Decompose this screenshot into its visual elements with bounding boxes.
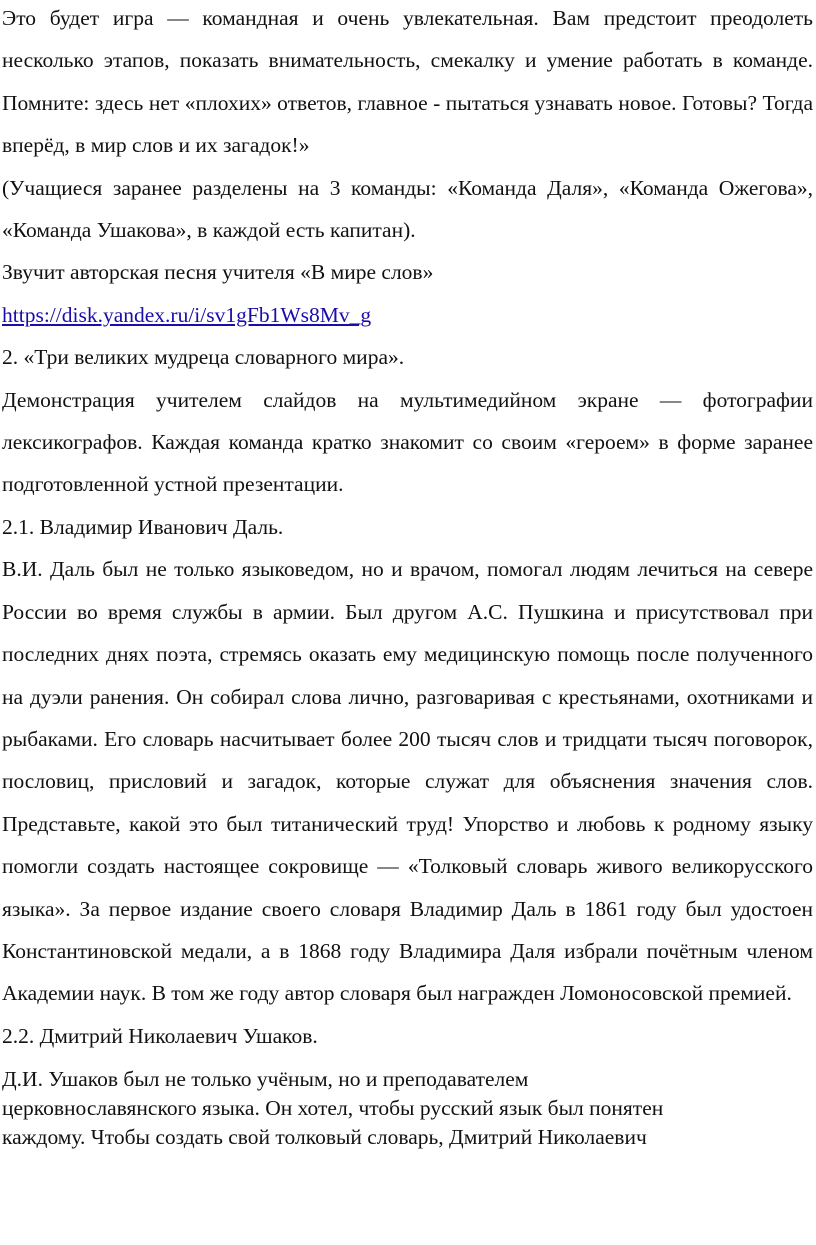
section-2-1-heading: 2.1. Владимир Иванович Даль. [2,514,284,539]
link-paragraph [2,294,813,336]
teams-paragraph: (Учащиеся заранее разделены на 3 команды: «Команда Даля», «Команда Ожегова», «Команда Ушакова», в каждой есть капитан). [2,175,813,243]
section-2-2-heading: 2.2. Дмитрий Николаевич Ушаков. [2,1023,318,1048]
section-2-2-text [2,1065,813,1152]
section-2-text: Демонстрация учителем слайдов на мультимедийном экране — фотографии лексикографов. Каждая команда кратко знакомит со своим «героем» в форме заранее подготовленной устной презентации. [2,387,813,497]
song-paragraph: Звучит авторская песня учителя «В мире слов» [2,260,434,285]
section-2-2-line: церковнославянского языка. Он хотел, чтобы русский язык был понятен [2,1096,664,1121]
section-2-2-line: каждому. Чтобы создать свой толковый словарь, Дмитрий Николаевич [2,1125,647,1150]
song-link[interactable]: https://disk.yandex.ru/i/sv1gFb1Ws8Mv_g [2,302,372,327]
section-2-1-text: В.И. Даль был не только языковедом, но и врачом, помогал людям лечиться на севере России во время службы в армии. Был другом А.С. Пушкина и присутствовал при последних днях поэта, стремясь оказать ему медицинскую помощь после полученного на дуэли ранения. Он собирал слова лично, разговаривая с крестьянами, охотниками и рыбаками. Его словарь насчитывает более 200 тысяч слов и тридцати тысяч поговорок, пословиц, присловий и загадок, которые служат для объяснения значения слов. Представьте, какой это был титанический труд! Упорство и любовь к родному языку помогли создать настоящее сокровище — «Толковый словарь живого великорусского языка». За первое издание своего словаря Владимир Даль в 1861 году был удостоен Константиновской медали, а в 1868 году Владимира Даля избрали почётным членом Академии наук. В том же году автор словаря был награжден Ломоносовской премией. [2,557,813,1006]
intro-paragraph: Это будет игра — командная и очень увлекательная. Вам предстоит преодолеть несколько этапов, показать внимательность, смекалку и умение работать в команде. Помните: здесь нет «плохих» ответов, главное - пытаться узнавать новое. Готовы? Тогда вперёд, в мир слов и их загадок!» [2,6,813,158]
section-2-heading: 2. «Три великих мудреца словарного мира». [2,345,405,370]
section-2-2-line: Д.И. Ушаков был не только учёным, но и преподавателем [2,1067,529,1092]
